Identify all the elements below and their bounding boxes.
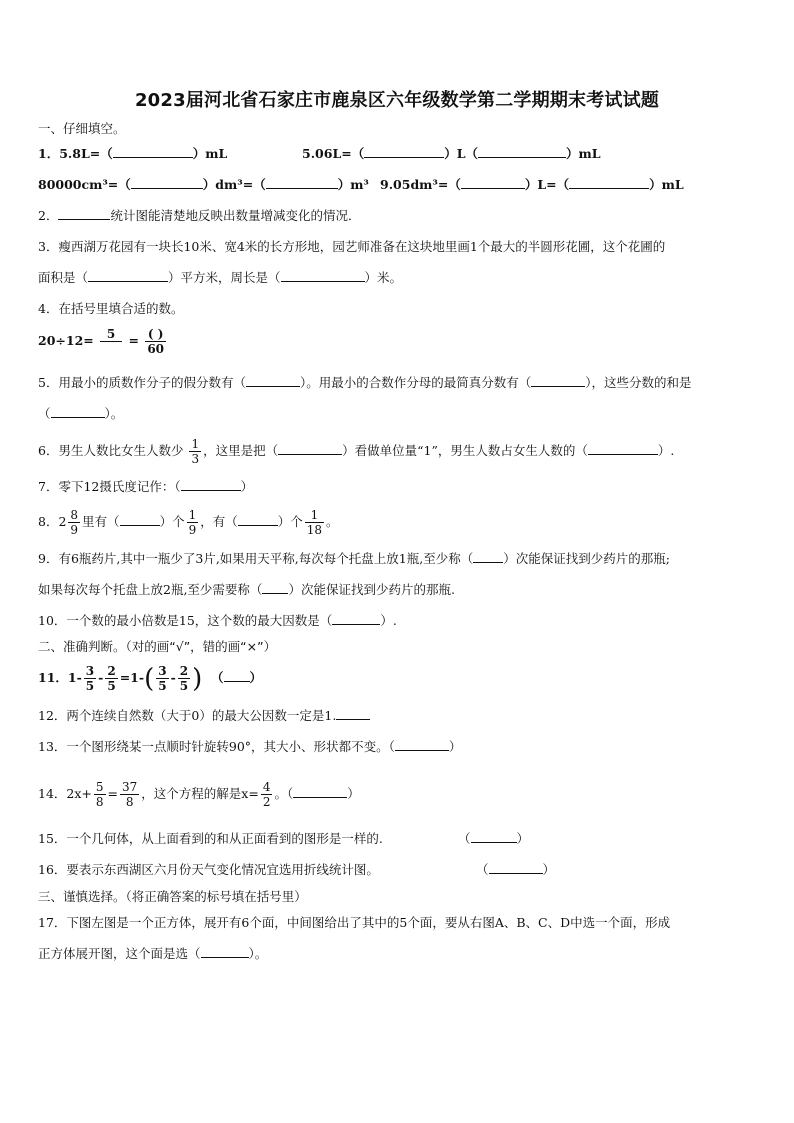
q5-text-b: ）。用最小的合数作分母的最简真分数有（ [299, 375, 532, 390]
q9-text-b: ）次能保证找到少药片的那瓶; [503, 551, 670, 566]
q9-text-a: 9．有6瓶药片,其中一瓶少了3片,如果用天平称,每次每个托盘上放1瓶,至少称（ [38, 551, 474, 566]
answer-blank[interactable] [332, 612, 380, 625]
q5-line1 [38, 374, 692, 392]
q10 [38, 612, 397, 630]
section-3-heading: 三、谨慎选择。（将正确答案的标号填在括号里） [38, 889, 307, 904]
answer-blank[interactable] [531, 374, 585, 387]
left-paren: ( [144, 663, 155, 694]
answer-blank[interactable] [266, 176, 338, 189]
fraction: 5 [100, 327, 122, 356]
q2 [38, 207, 360, 225]
answer-blank[interactable] [395, 738, 449, 751]
q5-text-c: ），这些分数的和是 [585, 375, 692, 390]
answer-blank[interactable] [461, 176, 525, 189]
q1-line2-right [380, 176, 684, 194]
q7 [38, 478, 253, 496]
equals-sign: = [128, 333, 139, 348]
q3-line1: 3．瘦西湖万花园有一块长10米、宽4米的长方形地，园艺师准备在这块地里画1个最大的半圆形花圃，这个花圃的 [38, 239, 666, 254]
minus-sign: - [170, 670, 176, 685]
q6-text-c: ）看做单位量“1”，男生人数占女生人数的（ [342, 443, 588, 458]
fraction: $\frac{3}{5}$ [158, 664, 167, 693]
q3-text-b: ）平方米，周长是（ [168, 270, 281, 285]
minus-sign: - [98, 670, 104, 685]
fraction: $\frac{5}{8}$ [95, 780, 104, 809]
q16-open-paren: （ [476, 862, 489, 877]
fraction: $\frac{1}{3}$ [191, 437, 200, 466]
q15-close-paren: ） [516, 831, 530, 846]
answer-blank[interactable] [113, 145, 193, 158]
answer-blank[interactable] [569, 176, 649, 189]
page-title: 2023届河北省石家庄市鹿泉区六年级数学第二学期期末考试试题 [134, 90, 660, 111]
q1-line1 [38, 145, 227, 163]
q9-line1 [38, 550, 670, 568]
q16-text: 16．要表示东西湖区六月份天气变化情况宜选用折线统计图。 [38, 862, 379, 877]
answer-blank[interactable] [131, 176, 203, 189]
q14-text-c: 。（ [274, 786, 294, 801]
q5-text-a: 5．用最小的质数作分子的假分数有（ [38, 375, 246, 390]
q15-text: 15．一个几何体，从上面看到的和从正面看到的图形是一样的. [38, 831, 383, 846]
fraction: $\frac{8}{9}$ [70, 508, 79, 537]
q7-text-b: ） [240, 479, 254, 494]
q15 [38, 830, 383, 848]
q8-text-f: 。 [326, 514, 339, 529]
q3-text-a: 面积是（ [38, 270, 89, 285]
answer-blank[interactable] [181, 478, 241, 491]
q1-b-mid: ）L（ [444, 146, 479, 161]
q1-c-unit: ）m³ [337, 177, 369, 192]
answer-blank[interactable] [473, 550, 503, 563]
q3-line2 [38, 269, 402, 287]
q17-line1: 17．下图左图是一个正方体，展开有6个面，中间图给出了其中的5个面，要从右图A、B、C、D中选一个面，形成 [38, 915, 671, 930]
fraction: $\frac{37}{8}$ [122, 780, 138, 809]
q5-text-e: ）。 [104, 406, 124, 421]
q1-d-unit: ）mL [649, 177, 684, 192]
q1-line2 [38, 176, 369, 194]
q11-close-paren: ） [249, 670, 263, 685]
q6 [38, 437, 674, 466]
q13-text-b: ） [448, 739, 462, 754]
q2-number: 2． [38, 208, 59, 223]
q15-open-paren: （ [458, 831, 471, 846]
q17-text-a: 正方体展开图，这个面是选（ [38, 946, 201, 961]
q12-text: 12．两个连续自然数（大于0）的最大公因数一定是1. [38, 708, 337, 723]
fraction: $\frac{2}{5}$ [179, 664, 189, 693]
q2-text: 统计图能清楚地反映出数量增减变化的情况． [110, 208, 361, 223]
answer-blank[interactable] [51, 405, 105, 418]
fraction: $\frac{1}{18}$ [306, 508, 323, 537]
fraction: $\frac{3}{5}$ [85, 664, 95, 693]
answer-blank[interactable] [489, 861, 543, 874]
q1-a-text: 1．5.8L=（ [38, 146, 113, 161]
q13 [38, 738, 461, 756]
q9-line2 [38, 581, 455, 599]
q1-d-mid: ）L=（ [524, 177, 570, 192]
q16-answer [476, 861, 555, 879]
q8-text-c: ）个 [159, 514, 185, 529]
q4-expression [38, 327, 168, 356]
q7-text-a: 7．零下12摄氏度记作：（ [38, 479, 181, 494]
answer-blank[interactable] [478, 145, 566, 158]
q8-text-b: 里有（ [82, 514, 120, 529]
q6-text-b: ，这里是把（ [203, 443, 279, 458]
answer-blank[interactable] [278, 442, 342, 455]
q8-number: 8． [38, 514, 59, 529]
q8 [38, 508, 339, 537]
answer-blank[interactable] [364, 145, 444, 158]
q1-line1-right [302, 145, 601, 163]
answer-blank[interactable] [120, 513, 160, 526]
q1-b-text: 5.06L=（ [302, 146, 365, 161]
q14-text-b: ，这个方程的解是x= [141, 786, 259, 801]
answer-blank[interactable] [336, 707, 370, 720]
q11-open-paren: （ [211, 670, 224, 685]
q5-line2 [38, 405, 123, 423]
q10-text-b: ）. [380, 613, 397, 628]
q14 [38, 780, 360, 809]
fraction: $\frac{4}{2}$ [262, 780, 271, 809]
q1-b-unit: ）mL [566, 146, 601, 161]
q17-line2 [38, 945, 267, 963]
q17-text-b: ）。 [248, 946, 268, 961]
q5-text-d: （ [38, 406, 51, 421]
q14-text-d: ） [347, 786, 360, 801]
q16-close-paren: ） [542, 862, 556, 877]
q13-text-a: 13．一个图形绕某一点顺时针旋转90°，其大小、形状都不变。（ [38, 739, 395, 754]
q6-text-a: 6．男生人数比女生人数少 [38, 443, 184, 458]
answer-blank[interactable] [201, 945, 249, 958]
q1-c-text: 80000cm³=（ [38, 177, 131, 192]
section-2-heading: 二、准确判断。（对的画“√”，错的画“×”） [38, 639, 277, 654]
mixed-number-whole: 2 [58, 514, 67, 529]
q3-text-c: ）米。 [364, 270, 403, 285]
q10-text-a: 10．一个数的最小倍数是15，这个数的最大因数是（ [38, 613, 333, 628]
answer-blank[interactable] [224, 669, 250, 682]
answer-blank[interactable] [281, 269, 365, 282]
q1-a-unit: ）mL [192, 146, 228, 161]
q14-text-a: 14．2x+ [38, 786, 92, 801]
q8-text-e: ）个 [277, 514, 303, 529]
q16 [38, 861, 379, 879]
q11-text-b: =1- [119, 670, 145, 685]
q9-text-c: 如果每次每个托盘上放2瓶,至少需要称（ [38, 582, 263, 597]
section-1-heading: 一、仔细填空。 [38, 121, 126, 136]
q15-answer [458, 830, 529, 848]
right-paren: ) [192, 663, 203, 694]
answer-blank[interactable] [246, 374, 300, 387]
q8-text-d: ，有（ [200, 514, 238, 529]
q11 [38, 664, 262, 693]
answer-blank[interactable] [588, 442, 658, 455]
q1-d-text: 9.05dm³=（ [380, 177, 461, 192]
answer-blank[interactable] [293, 785, 347, 798]
q6-text-d: ）. [657, 443, 675, 458]
answer-blank[interactable] [471, 830, 517, 843]
answer-blank[interactable] [58, 207, 110, 220]
answer-blank[interactable] [88, 269, 168, 282]
answer-blank[interactable] [262, 581, 288, 594]
q1-c-mid: ）dm³=（ [202, 177, 266, 192]
q9-text-d: ）次能保证找到少药片的那瓶. [288, 582, 455, 597]
fraction: $\frac{2}{5}$ [107, 664, 116, 693]
equals-sign: = [107, 786, 119, 801]
fraction: $\frac{1}{9}$ [188, 508, 197, 537]
q11-text-a: 11．1- [38, 670, 82, 685]
q4-text: 4．在括号里填合适的数。 [38, 301, 184, 316]
fraction: $\frac{( )}{60}$ [147, 327, 165, 356]
q4-expr-left: 20÷12= [38, 333, 94, 348]
q12 [38, 707, 370, 725]
answer-blank[interactable] [238, 513, 278, 526]
